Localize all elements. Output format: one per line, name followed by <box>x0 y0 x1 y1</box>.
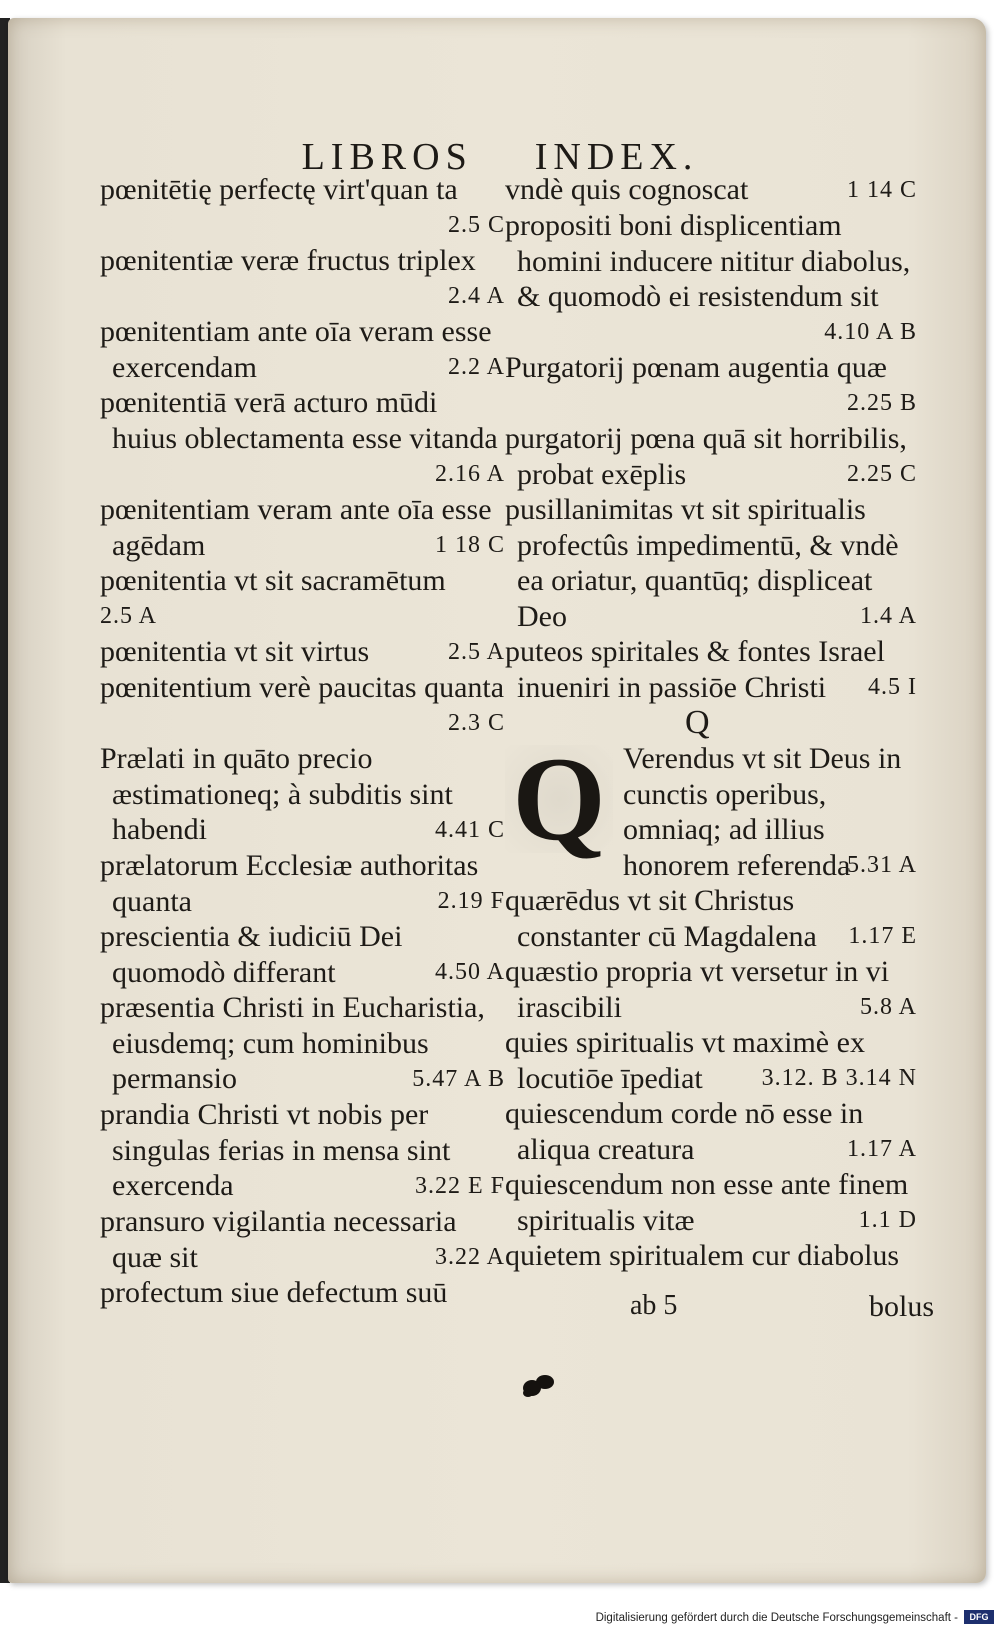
index-entry <box>505 1167 917 1238</box>
entry-text: vndè quis cognoscat <box>505 173 749 206</box>
index-entry <box>505 1238 917 1274</box>
header-left-word: LIBROS <box>301 136 473 178</box>
entry-text: quærēdus vt sit Christus constanter cū Magdalena <box>505 884 817 953</box>
index-entry <box>505 1025 917 1096</box>
entry-ref: 4.50 A <box>434 958 505 985</box>
index-entry <box>505 492 917 634</box>
entry-text: quies spiritualis vt maximè ex locutiōe īpediat <box>505 1026 865 1095</box>
index-entry <box>100 1275 505 1311</box>
footer-credit: Digitalisierung gefördert durch die Deutsche Forschungsgemeinschaft - <box>595 1612 958 1624</box>
ink-blot-ornament <box>520 1370 560 1400</box>
entry-ref: 5.47 A B <box>412 1065 505 1092</box>
index-entry <box>100 243 505 314</box>
index-entry <box>100 670 505 741</box>
entry-text: pœnitentiam veram ante oīa esse agēdam <box>100 493 492 562</box>
entry-text: Prælati in quāto precio æstimationeq; à subditis sint habendi <box>100 742 453 846</box>
index-entry <box>505 732 917 883</box>
entry-ref: 1.1 D <box>858 1206 917 1233</box>
entry-ref: 3.12. B 3.14 N <box>761 1064 917 1091</box>
entry-text: Verendus vt sit Deus in cunctis operibus, omniaq; ad illius honorem referenda <box>623 742 902 882</box>
entry-ref: 1 18 C <box>434 531 505 558</box>
entry-ref: 3.22 A <box>434 1243 505 1270</box>
drop-cap-initial: Q <box>505 745 613 853</box>
entry-text: præsentia Christi in Eucharistia, eiusdemq; cum hominibus permansio <box>100 991 485 1095</box>
index-entry <box>100 492 505 563</box>
entry-ref: 5.31 A <box>846 851 917 878</box>
entry-ref: 4.41 C <box>434 816 505 843</box>
index-entry <box>505 421 917 492</box>
entry-text: pœnitentiā verā acturo mūdi huius oblectamenta esse vitanda <box>100 386 498 455</box>
entry-ref: 2.5 C <box>447 211 505 238</box>
index-entry <box>505 208 917 350</box>
entry-text: Purgatorij pœnam augentia quæ <box>505 351 887 384</box>
digitization-footer <box>0 1602 1000 1632</box>
entry-ref: 3.22 E F <box>414 1172 505 1199</box>
entry-text: propositi boni displicentiam homini inducere nititur diabolus, & quomodò ei resistendum sit <box>505 209 911 313</box>
entry-ref: 2.5 A <box>447 638 505 665</box>
entry-text: pœnitentium verè paucitas quanta <box>100 671 505 704</box>
entry-text: quæstio propria vt versetur in vi irascibili <box>505 955 890 1024</box>
index-entry <box>100 172 505 243</box>
index-entry <box>505 634 917 705</box>
index-entry <box>100 990 505 1097</box>
index-entry <box>100 1204 505 1275</box>
entry-ref: 1 14 C <box>846 176 917 203</box>
entry-text: profectum siue defectum suū <box>100 1276 448 1309</box>
entry-text: quietem spiritualem cur diabolus <box>505 1239 900 1272</box>
index-entry <box>100 314 505 385</box>
entry-text: pusillanimitas vt sit spiritualis profectûs impedimentū, & vndè ea oriatur, quantūq; displiceat Deo <box>505 493 899 633</box>
entry-ref: 1.17 E <box>848 922 917 949</box>
section-letter: Q <box>685 704 710 741</box>
catchword: bolus <box>868 1290 934 1323</box>
entry-ref: 2.4 A <box>447 282 505 309</box>
index-entry <box>100 385 505 492</box>
entry-text: pœnitentia vt sit sacramētum <box>100 564 446 597</box>
entry-ref: 2.25 B <box>846 389 917 416</box>
entry-ref: 2.16 A <box>434 460 505 487</box>
dfg-logo: DFG <box>964 1610 994 1624</box>
index-entry <box>505 350 917 421</box>
entry-text: prandia Christi vt nobis per singulas ferias in mensa sint exercenda <box>100 1098 451 1202</box>
entry-ref: 2.2 A <box>447 353 505 380</box>
index-entry <box>100 563 505 634</box>
signature-mark: ab 5 <box>630 1290 678 1321</box>
index-entry <box>505 172 917 208</box>
index-entry <box>100 848 505 919</box>
index-entry <box>505 1096 917 1167</box>
entry-text: pœnitentiam ante oīa veram esse exercendam <box>100 315 492 384</box>
index-entry <box>100 634 505 670</box>
index-entry <box>100 919 505 990</box>
entry-ref: 4.10 A B <box>824 318 917 345</box>
left-column <box>100 172 505 1311</box>
entry-ref: 5.8 A <box>859 993 917 1020</box>
entry-ref: 2.25 C <box>846 460 917 487</box>
index-entry <box>505 883 917 954</box>
entry-text: prescientia & iudiciū Dei quomodò differant <box>100 920 403 989</box>
entry-text: puteos spiritales & fontes Israel inueniri in passiōe Christi <box>505 635 885 704</box>
index-entry <box>100 1097 505 1204</box>
entry-ref: 1.4 A <box>859 602 917 629</box>
entry-ref: 2.19 F <box>437 887 505 914</box>
entry-text: pransuro vigilantia necessaria quæ sit <box>100 1205 457 1274</box>
index-entry <box>505 954 917 1025</box>
entry-text: purgatorij pœna quā sit horribilis, probat exēplis <box>505 422 907 491</box>
entry-text: prælatorum Ecclesiæ authoritas quanta <box>100 849 479 918</box>
entry-ref: 2.3 C <box>447 709 505 736</box>
entry-ref: 4.5 I <box>868 673 917 700</box>
index-entry <box>100 741 505 848</box>
entry-text: pœnitentiæ veræ fructus triplex <box>100 244 476 277</box>
entry-text: quiescendum corde nō esse in aliqua creatura <box>505 1097 864 1166</box>
right-column <box>505 172 917 1274</box>
entry-ref: 2.5 A <box>100 602 158 629</box>
entry-text: pœnitētię perfectę virt'quan ta <box>100 173 458 206</box>
entry-text: pœnitentia vt sit virtus <box>100 635 370 668</box>
entry-ref: 1.17 A <box>846 1135 917 1162</box>
header-right-word: INDEX. <box>534 136 699 178</box>
entry-text: quiescendum non esse ante finem spiritualis vitæ <box>505 1168 909 1237</box>
